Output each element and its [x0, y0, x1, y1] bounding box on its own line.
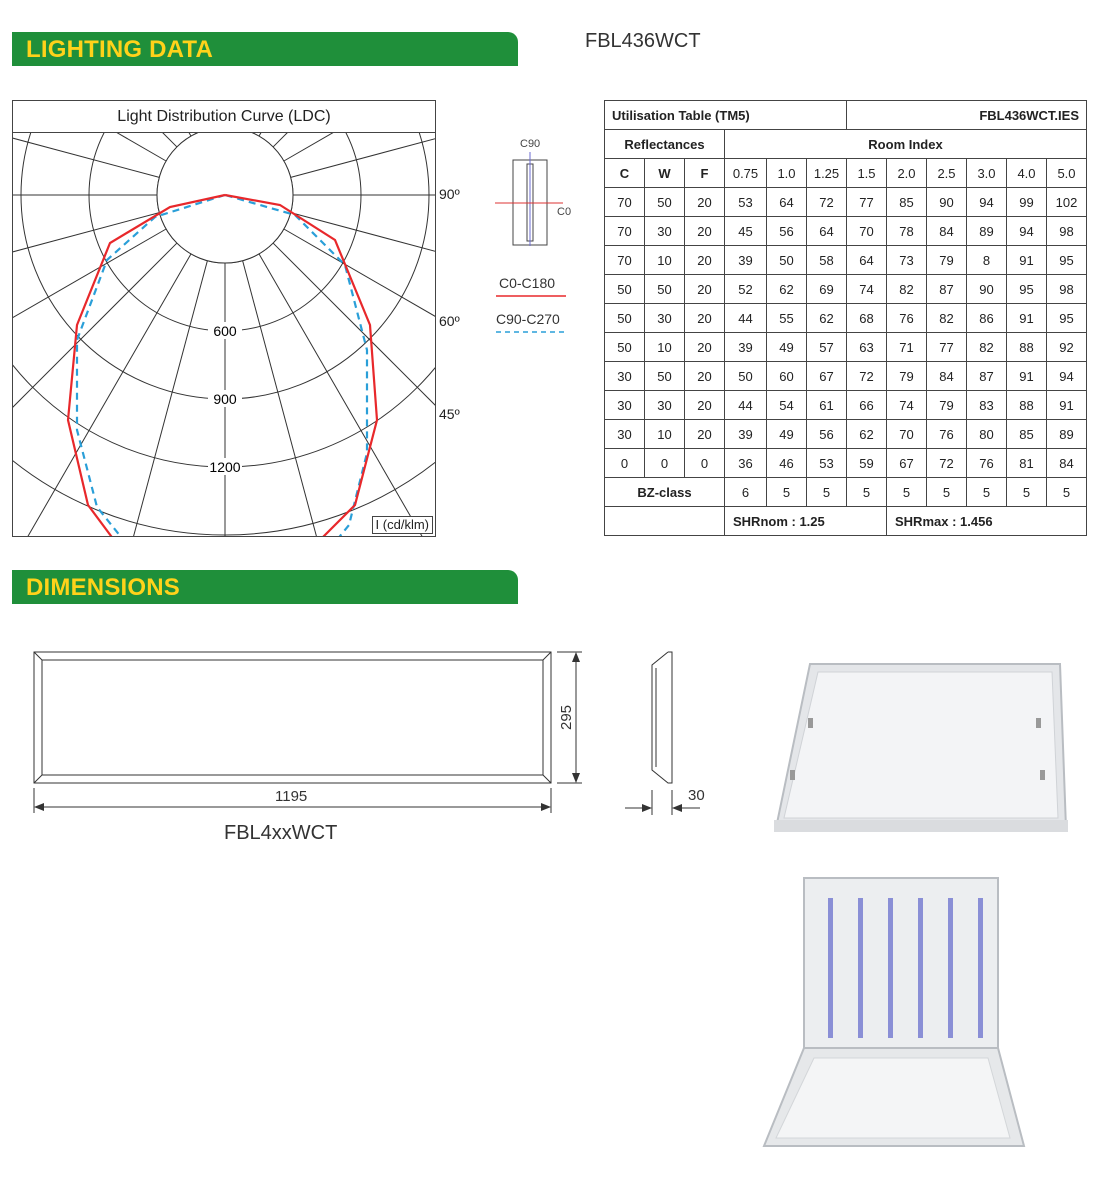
table-cell: 50	[605, 333, 645, 362]
depth-dimension: 30	[688, 787, 705, 804]
table-cell: 85	[887, 188, 927, 217]
radial-label: 600	[213, 323, 237, 339]
bz-class-cell: 5	[767, 478, 807, 507]
table-cell: 20	[685, 246, 725, 275]
room-index-col: 1.5	[847, 159, 887, 188]
led-strip	[918, 898, 923, 1038]
table-cell: 102	[1047, 188, 1087, 217]
width-dimension: 295	[558, 704, 575, 730]
table-cell: 70	[887, 420, 927, 449]
table-cell: 90	[967, 275, 1007, 304]
table-cell: 72	[807, 188, 847, 217]
bz-class-cell: 5	[807, 478, 847, 507]
table-cell: 72	[927, 449, 967, 478]
reflectance-col-c: C	[605, 159, 645, 188]
table-cell: 0	[685, 449, 725, 478]
table-cell: 71	[887, 333, 927, 362]
lighting-data-banner	[12, 32, 518, 66]
room-index-col: 1.25	[807, 159, 847, 188]
table-cell: 30	[645, 217, 685, 246]
ldc-grid-spoke	[13, 133, 159, 177]
angle-label-60: 60º	[439, 313, 460, 329]
table-cell: 62	[767, 275, 807, 304]
table-cell: 69	[807, 275, 847, 304]
table-cell: 64	[767, 188, 807, 217]
legend-c0-c180: C0-C180	[499, 275, 556, 291]
table-cell: 36	[725, 449, 767, 478]
lighting-data-title: LIGHTING DATA	[26, 36, 214, 63]
table-cell: 66	[847, 391, 887, 420]
table-cell: 79	[927, 391, 967, 420]
table-cell: 50	[645, 188, 685, 217]
table-row	[605, 246, 1087, 275]
table-cell: 45	[725, 217, 767, 246]
table-cell: 84	[927, 217, 967, 246]
table-cell: 39	[725, 333, 767, 362]
ldc-chart	[12, 100, 436, 537]
table-cell: 95	[1047, 246, 1087, 275]
table-cell: 91	[1007, 246, 1047, 275]
led-strip	[858, 898, 863, 1038]
bz-class-cell: 5	[847, 478, 887, 507]
table-cell: 60	[767, 362, 807, 391]
table-row	[605, 391, 1087, 420]
table-cell: 79	[927, 246, 967, 275]
table-cell: 53	[725, 188, 767, 217]
table-row	[605, 362, 1087, 391]
ldc-grid-spoke	[13, 229, 166, 536]
table-cell: 76	[967, 449, 1007, 478]
table-cell: 76	[887, 304, 927, 333]
table-cell: 0	[605, 449, 645, 478]
bz-class-label: BZ-class	[605, 478, 725, 507]
table-cell: 94	[1007, 217, 1047, 246]
room-index-header: Room Index	[725, 130, 1087, 159]
table-cell: 76	[927, 420, 967, 449]
table-cell: 20	[685, 391, 725, 420]
table-cell: 87	[927, 275, 967, 304]
table-cell: 70	[605, 188, 645, 217]
table-row	[605, 188, 1087, 217]
table-cell: 44	[725, 304, 767, 333]
table-cell: 82	[967, 333, 1007, 362]
room-index-col: 1.0	[767, 159, 807, 188]
table-cell: 64	[847, 246, 887, 275]
table-cell: 8	[967, 246, 1007, 275]
table-cell: 61	[807, 391, 847, 420]
table-cell: 70	[847, 217, 887, 246]
bz-class-cell: 5	[887, 478, 927, 507]
table-cell: 83	[967, 391, 1007, 420]
table-cell: 20	[685, 217, 725, 246]
table-cell: 89	[967, 217, 1007, 246]
table-cell: 77	[927, 333, 967, 362]
table-cell: 85	[1007, 420, 1047, 449]
table-row	[605, 217, 1087, 246]
orientation-c0-label: C0	[557, 206, 572, 218]
table-cell: 20	[685, 420, 725, 449]
table-cell: 80	[967, 420, 1007, 449]
table-row	[605, 420, 1087, 449]
table-cell: 78	[887, 217, 927, 246]
table-cell: 95	[1047, 304, 1087, 333]
table-cell: 84	[927, 362, 967, 391]
room-index-col: 3.0	[967, 159, 1007, 188]
table-cell: 59	[847, 449, 887, 478]
model-label: FBL4xxWCT	[224, 822, 338, 844]
ldc-grid-spoke	[284, 133, 435, 161]
dimension-drawing	[0, 600, 720, 830]
table-cell: 54	[767, 391, 807, 420]
table-cell: 98	[1047, 275, 1087, 304]
table-cell: 72	[847, 362, 887, 391]
table-cell: 64	[807, 217, 847, 246]
table-cell: 87	[967, 362, 1007, 391]
table-cell: 50	[605, 304, 645, 333]
table-cell: 44	[725, 391, 767, 420]
ldc-title: Light Distribution Curve (LDC)	[13, 101, 435, 133]
table-cell: 92	[1047, 333, 1087, 362]
table-row	[605, 449, 1087, 478]
utilisation-table	[604, 100, 1087, 536]
bz-class-cell: 5	[967, 478, 1007, 507]
legend-c0-swatch	[496, 294, 566, 298]
table-cell: 39	[725, 420, 767, 449]
table-cell: 49	[767, 333, 807, 362]
table-cell: 56	[807, 420, 847, 449]
ldc-grid-spoke	[259, 254, 435, 536]
table-cell: 50	[725, 362, 767, 391]
table-cell: 50	[645, 275, 685, 304]
table-row	[605, 333, 1087, 362]
ldc-grid-spoke	[13, 261, 207, 536]
table-cell: 82	[887, 275, 927, 304]
table-cell: 77	[847, 188, 887, 217]
room-index-col: 4.0	[1007, 159, 1047, 188]
table-cell: 74	[887, 391, 927, 420]
reflectance-col-f: F	[685, 159, 725, 188]
bz-class-cell: 6	[725, 478, 767, 507]
table-cell: 49	[767, 420, 807, 449]
table-cell: 55	[767, 304, 807, 333]
ldc-grid-spoke	[13, 254, 191, 536]
table-cell: 98	[1047, 217, 1087, 246]
table-cell: 53	[807, 449, 847, 478]
length-dimension: 1195	[275, 788, 308, 805]
bz-class-cell: 5	[1047, 478, 1087, 507]
table-cell: 20	[685, 333, 725, 362]
room-index-col: 0.75	[725, 159, 767, 188]
utilisation-title: Utilisation Table (TM5)	[605, 101, 847, 130]
table-cell: 68	[847, 304, 887, 333]
table-cell: 91	[1047, 391, 1087, 420]
led-strip	[978, 898, 983, 1038]
table-cell: 20	[685, 275, 725, 304]
table-cell: 94	[967, 188, 1007, 217]
table-cell: 67	[887, 449, 927, 478]
bz-class-row	[605, 478, 1087, 507]
table-cell: 94	[1047, 362, 1087, 391]
table-cell: 46	[767, 449, 807, 478]
table-cell: 62	[807, 304, 847, 333]
table-cell: 73	[887, 246, 927, 275]
shr-nom: SHRnom : 1.25	[725, 507, 887, 536]
table-cell: 20	[685, 188, 725, 217]
table-cell: 62	[847, 420, 887, 449]
table-cell: 50	[645, 362, 685, 391]
table-cell: 90	[927, 188, 967, 217]
bz-class-cell: 5	[927, 478, 967, 507]
table-cell: 70	[605, 246, 645, 275]
table-cell: 30	[645, 304, 685, 333]
ldc-grid-spoke	[291, 133, 435, 177]
table-cell: 52	[725, 275, 767, 304]
ldc-center-disc	[157, 133, 293, 263]
table-cell: 10	[645, 246, 685, 275]
ies-file-name: FBL436WCT.IES	[847, 101, 1087, 130]
table-cell: 86	[967, 304, 1007, 333]
table-cell: 50	[767, 246, 807, 275]
table-cell: 70	[605, 217, 645, 246]
ldc-grid-spoke	[13, 243, 177, 536]
table-row	[605, 304, 1087, 333]
bz-class-cell: 5	[1007, 478, 1047, 507]
led-strip	[948, 898, 953, 1038]
radial-label: 1200	[209, 459, 241, 475]
room-index-col: 2.5	[927, 159, 967, 188]
dimensions-banner	[12, 570, 518, 604]
product-code: FBL436WCT	[585, 30, 701, 52]
table-cell: 20	[685, 362, 725, 391]
table-cell: 79	[887, 362, 927, 391]
panel-photo-front	[768, 660, 1068, 840]
table-cell: 30	[645, 391, 685, 420]
table-cell: 50	[605, 275, 645, 304]
table-cell: 20	[685, 304, 725, 333]
table-cell: 74	[847, 275, 887, 304]
shr-row	[605, 507, 1087, 536]
table-cell: 30	[605, 420, 645, 449]
angle-label-90: 90º	[439, 186, 460, 202]
table-cell: 82	[927, 304, 967, 333]
table-cell: 91	[1007, 362, 1047, 391]
table-cell: 10	[645, 333, 685, 362]
table-cell: 10	[645, 420, 685, 449]
table-cell: 63	[847, 333, 887, 362]
legend-c90-c270: C90-C270	[496, 311, 560, 327]
ldc-unit-label: I (cd/klm)	[372, 516, 433, 534]
orientation-c90-label: C90	[520, 138, 541, 150]
ldc-polar-plot	[13, 133, 435, 536]
table-cell: 81	[1007, 449, 1047, 478]
table-cell: 89	[1047, 420, 1087, 449]
table-cell: 30	[605, 362, 645, 391]
table-cell: 58	[807, 246, 847, 275]
angle-label-45: 45º	[439, 406, 460, 422]
dimensions-title: DIMENSIONS	[26, 574, 181, 601]
table-cell: 95	[1007, 275, 1047, 304]
ldc-grid-spoke	[13, 133, 166, 161]
legend-c90-swatch	[496, 330, 566, 334]
reflectances-header: Reflectances	[605, 130, 725, 159]
led-strip	[828, 898, 833, 1038]
table-cell: 0	[645, 449, 685, 478]
table-cell: 99	[1007, 188, 1047, 217]
panel-photo-open	[762, 876, 1037, 1156]
table-cell: 84	[1047, 449, 1087, 478]
room-index-col: 2.0	[887, 159, 927, 188]
table-row	[605, 275, 1087, 304]
room-index-col: 5.0	[1047, 159, 1087, 188]
luminaire-orientation-icon	[495, 134, 565, 254]
table-cell: 39	[725, 246, 767, 275]
table-cell: 67	[807, 362, 847, 391]
table-cell: 56	[767, 217, 807, 246]
ldc-grid-spoke	[13, 213, 159, 428]
table-cell: 88	[1007, 333, 1047, 362]
shr-max: SHRmax : 1.456	[887, 507, 1087, 536]
table-cell: 91	[1007, 304, 1047, 333]
radial-label: 900	[213, 391, 237, 407]
table-cell: 57	[807, 333, 847, 362]
table-cell: 30	[605, 391, 645, 420]
reflectance-col-w: W	[645, 159, 685, 188]
table-cell: 88	[1007, 391, 1047, 420]
led-strip	[888, 898, 893, 1038]
